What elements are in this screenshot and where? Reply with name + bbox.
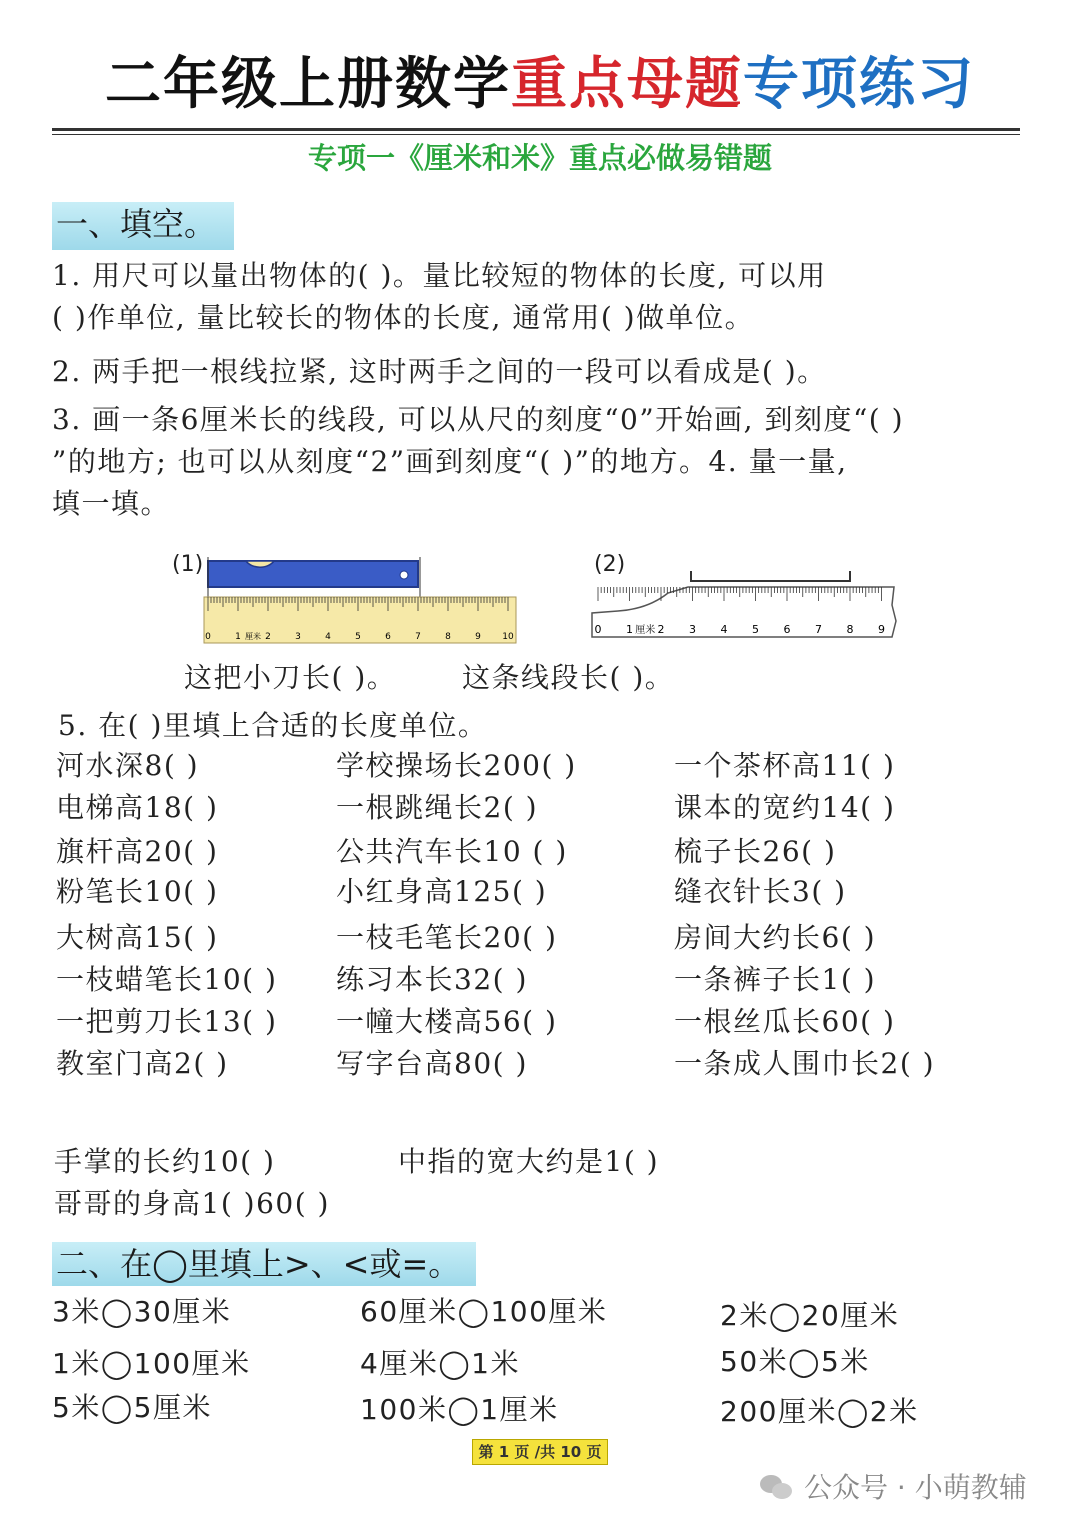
q5-item: 学校操场长200( ) [336, 749, 577, 782]
q5-extra-2: 哥哥的身高1( )60( ) [54, 1187, 330, 1220]
q5-item: 一根跳绳长2( ) [336, 791, 539, 824]
ruler-unit-label: 厘米 [635, 625, 656, 636]
ruler-number: 0 [594, 623, 602, 636]
q3-line-1: 3. 画一条6厘米长的线段, 可以从尺的刻度“0”开始画, 到刻度“( ) [52, 403, 905, 436]
q5-item: 一根丝瓜长60( ) [674, 1005, 896, 1038]
ruler-unit-label: 厘米 [245, 632, 261, 641]
watermark-text: 公众号 · 小萌教辅 [804, 1471, 1027, 1504]
compare-item: 2米◯20厘米 [720, 1299, 900, 1332]
figure-2-label: (2) [594, 552, 626, 577]
page-footer: 第 1 页 /共 10 页 [472, 1439, 608, 1465]
q5-item: 一枝蜡笔长10( ) [56, 963, 278, 996]
q5-item: 小红身高125( ) [336, 875, 548, 908]
q5-heading: 5. 在( )里填上合适的长度单位。 [58, 709, 488, 742]
title-rule-thin [52, 134, 1020, 135]
q5-item: 缝衣针长3( ) [674, 875, 847, 908]
q5-item: 大树高15( ) [56, 921, 219, 954]
ruler-number: 5 [752, 623, 759, 636]
title-part-2: 重点母题 [511, 52, 743, 117]
ruler-number: 4 [720, 623, 728, 636]
segment-ruler-figure [588, 565, 900, 645]
q5-item: 房间大约长6( ) [674, 921, 877, 954]
knife-blade-icon [208, 561, 418, 587]
compare-item: 100米◯1厘米 [360, 1393, 559, 1426]
q5-item: 一枝毛笔长20( ) [336, 921, 558, 954]
watermark [760, 1466, 1027, 1506]
q5-item: 一条裤子长1( ) [674, 963, 877, 996]
q2-line: 2. 两手把一根线拉紧, 这时两手之间的一段可以看成是( )。 [52, 355, 827, 388]
section-2-heading [52, 1242, 464, 1286]
ruler-number: 0 [205, 632, 211, 642]
q5-item: 电梯高18( ) [56, 791, 219, 824]
ruler-number: 5 [355, 632, 361, 642]
q5-item: 公共汽车长10 ( ) [336, 835, 568, 868]
q5-item: 写字台高80( ) [336, 1047, 528, 1080]
q1-line-2: ( )作单位, 量比较长的物体的长度, 通常用( )做单位。 [52, 301, 755, 334]
knife-hole-icon [400, 571, 408, 579]
subtitle: 专项一《厘米和米》重点必做易错题 [307, 141, 772, 175]
section-1-text: 一、填空。 [56, 205, 217, 243]
ruler-number: 3 [295, 632, 301, 642]
ruler-number: 10 [502, 632, 514, 642]
q1-line-1: 1. 用尺可以量出物体的( )。量比较短的物体的长度, 可以用 [52, 259, 827, 292]
ruler-number: 2 [657, 623, 665, 636]
compare-item: 1米◯100厘米 [52, 1347, 251, 1380]
q5-item: 一幢大楼高56( ) [336, 1005, 558, 1038]
title-rule-thick [52, 128, 1020, 131]
ruler-number: 1 [235, 632, 241, 642]
q5-extra-1a: 手掌的长约10( ) [54, 1145, 276, 1178]
ruler-number: 7 [415, 632, 421, 642]
q5-item: 一个茶杯高11( ) [674, 749, 896, 782]
q5-item: 旗杆高20( ) [56, 835, 219, 868]
ruler-number: 6 [385, 632, 391, 642]
q4-segment-answer: 这条线段长( )。 [462, 661, 675, 694]
ruler-number: 2 [265, 632, 271, 642]
q5-extra-1b: 中指的宽大约是1( ) [398, 1145, 660, 1178]
q5-item: 教室门高2( ) [56, 1047, 229, 1080]
figure-1-label: (1) [172, 552, 204, 577]
ruler-number: 8 [445, 632, 451, 642]
ruler-number: 1 [626, 623, 633, 636]
page-title [0, 50, 1080, 120]
compare-item: 3米◯30厘米 [52, 1295, 232, 1328]
q5-item: 课本的宽约14( ) [674, 791, 896, 824]
section-2-text: 二、在◯里填上>、<或=。 [56, 1245, 461, 1283]
q3-line-2: ”的地方; 也可以从刻度“2”画到刻度“( )”的地方。4. 量一量, [52, 445, 848, 478]
q5-item: 河水深8( ) [56, 749, 200, 782]
ruler-number: 9 [475, 632, 481, 642]
ruler-number: 6 [783, 623, 791, 636]
knife-ruler-figure [200, 555, 520, 647]
q5-item: 一条成人围巾长2( ) [674, 1047, 936, 1080]
compare-item: 5米◯5厘米 [52, 1391, 212, 1424]
compare-item: 60厘米◯100厘米 [360, 1295, 608, 1328]
section-1-heading [52, 202, 220, 246]
q5-item: 粉笔长10( ) [56, 875, 219, 908]
line-segment [691, 571, 850, 581]
ruler-number: 9 [878, 623, 885, 636]
q5-item: 一把剪刀长13( ) [56, 1005, 278, 1038]
title-part-1: 二年级上册数学 [105, 52, 511, 117]
compare-item: 50米◯5米 [720, 1345, 870, 1378]
q4-knife-answer: 这把小刀长( )。 [184, 661, 397, 694]
ruler-number: 4 [325, 632, 331, 642]
ruler-number: 8 [846, 623, 854, 636]
ruler-number: 3 [689, 623, 696, 636]
q5-item: 练习本长32( ) [336, 963, 528, 996]
title-part-3: 专项练习 [743, 52, 975, 117]
compare-item: 200厘米◯2米 [720, 1395, 919, 1428]
compare-item: 4厘米◯1米 [360, 1347, 520, 1380]
ruler-number: 7 [815, 623, 822, 636]
wechat-icon [760, 1475, 794, 1501]
q5-item: 梳子长26( ) [674, 835, 837, 868]
q3-line-3: 填一填。 [52, 487, 171, 520]
